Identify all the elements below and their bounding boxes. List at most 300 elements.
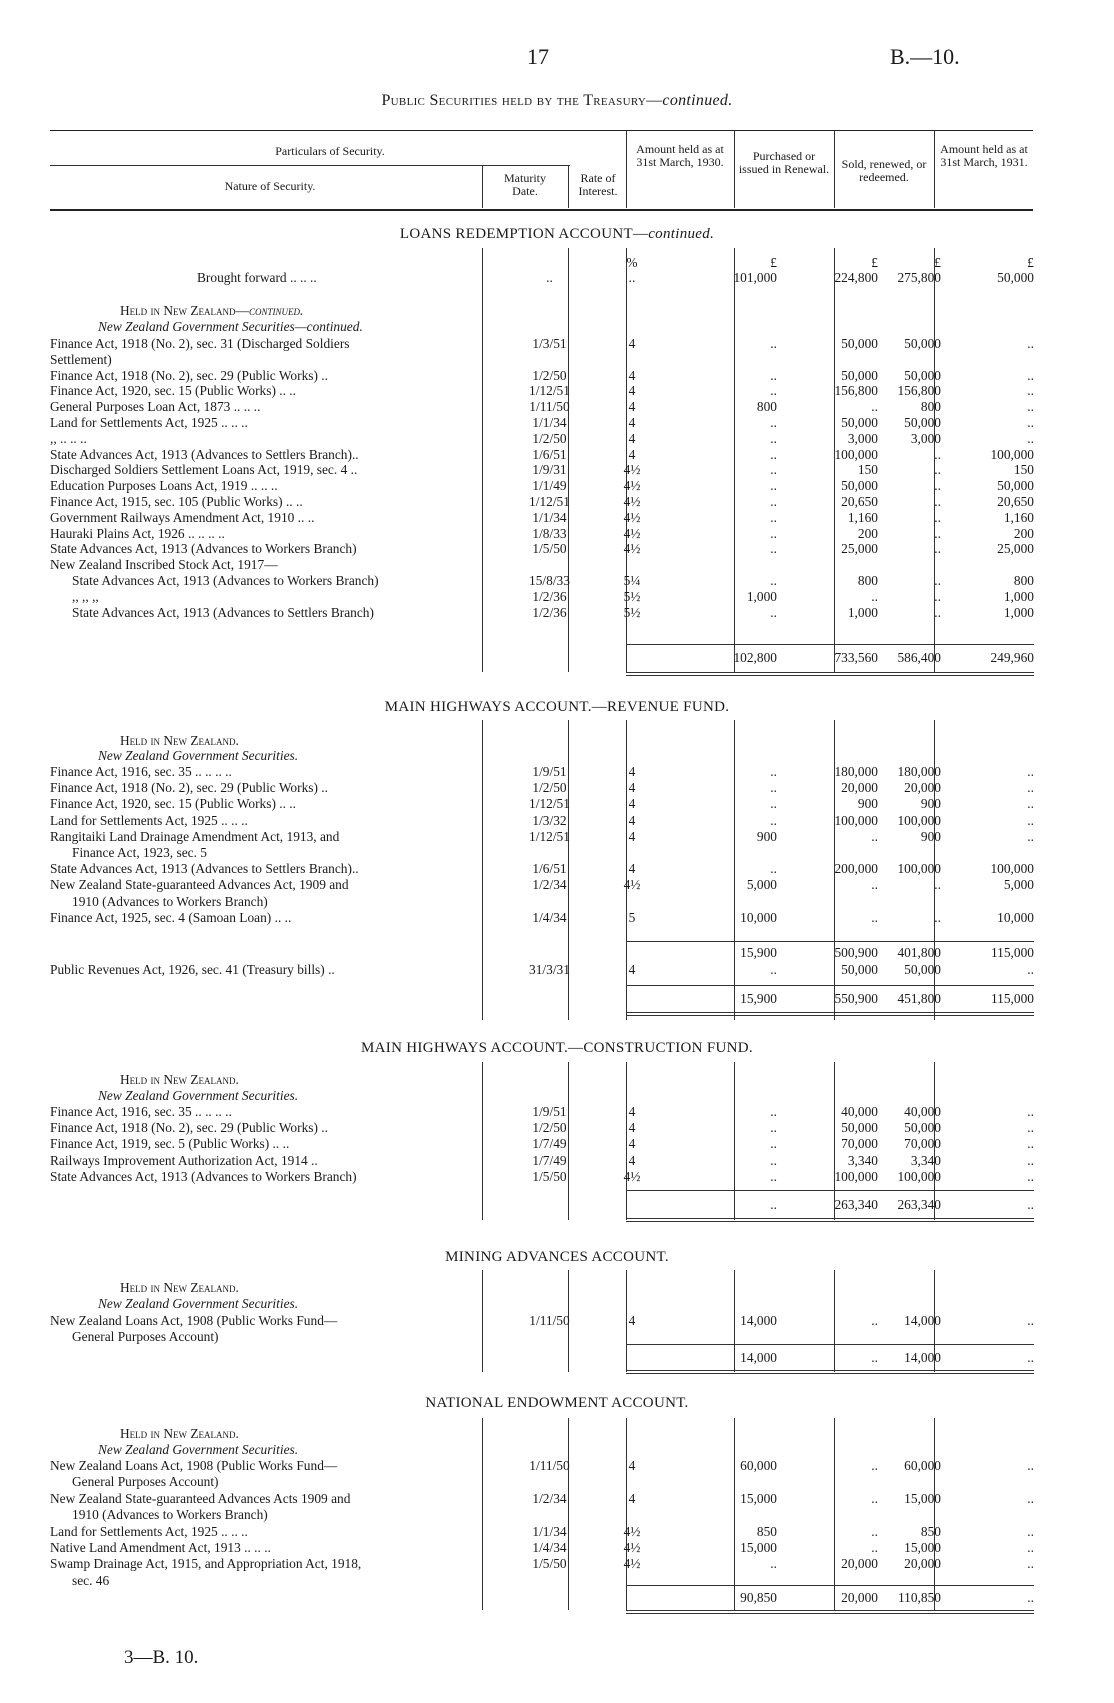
total-c3: 110,850 bbox=[897, 1590, 941, 1605]
security-name: Finance Act, 1918 (No. 2), sec. 29 (Public Works) .. bbox=[50, 367, 328, 383]
table-row bbox=[50, 1313, 1034, 1328]
cell-rate: 4½ bbox=[623, 494, 641, 509]
security-name: Public Revenues Act, 1926, sec. 41 (Treasury bills) .. bbox=[50, 962, 335, 977]
cell-c3: .. bbox=[934, 509, 941, 525]
col-divider bbox=[482, 166, 483, 208]
cell-rate: 4 bbox=[628, 1104, 636, 1119]
section-title-continued: continued. bbox=[648, 226, 715, 242]
security-name: Finance Act, 1919, sec. 5 (Public Works) .. .. bbox=[50, 1136, 290, 1152]
cell-c4: .. bbox=[1027, 1523, 1034, 1539]
security-name: 1910 (Advances to Workers Branch) bbox=[72, 1507, 268, 1523]
total-rule bbox=[626, 1585, 1034, 1586]
col-divider bbox=[934, 131, 935, 208]
cell-rate: 4½ bbox=[623, 1523, 641, 1539]
cell-c3: .. bbox=[934, 573, 941, 588]
cell-c2: .. bbox=[871, 1540, 878, 1555]
security-name: Finance Act, 1920, sec. 15 (Public Works) .. .. bbox=[50, 796, 296, 812]
cell-c3: 50,000 bbox=[904, 367, 941, 383]
cell-c1: 10,000 bbox=[740, 909, 777, 925]
cell-c2: 25,000 bbox=[841, 541, 878, 557]
cell-rate: 4 bbox=[628, 446, 636, 462]
security-name: ,, ,, ,, bbox=[72, 588, 99, 604]
col-sold: Sold, renewed, or redeemed. bbox=[841, 157, 927, 184]
title-main: Public Securities held by the Treasury— bbox=[381, 92, 663, 109]
total-row bbox=[50, 650, 1034, 665]
table-row bbox=[50, 541, 1034, 556]
table-row bbox=[50, 352, 1034, 367]
cell-c3: 900 bbox=[920, 828, 941, 844]
cell-rate: 4½ bbox=[623, 1540, 641, 1555]
cell-c2: 3,340 bbox=[847, 1152, 878, 1168]
table-row bbox=[50, 1458, 1034, 1473]
cell-c2: .. bbox=[871, 1458, 878, 1473]
cell-c2: 50,000 bbox=[841, 962, 878, 977]
cell-c2: 3,000 bbox=[847, 430, 878, 446]
cell-c2: 50,000 bbox=[841, 1120, 878, 1136]
total-c2: 263,340 bbox=[834, 1197, 878, 1212]
cell-mat: 1/12/51 bbox=[529, 796, 570, 812]
security-name: Finance Act, 1916, sec. 35 .. .. .. .. bbox=[50, 1104, 232, 1119]
security-name: New Zealand Inscribed Stock Act, 1917— bbox=[50, 557, 278, 573]
unit-rate: % bbox=[626, 255, 638, 270]
cell-mat: 1/2/36 bbox=[532, 604, 567, 620]
cell-rate: 4½ bbox=[623, 462, 641, 478]
cell-rate: 4 bbox=[628, 1490, 636, 1506]
cell-mat: 1/11/50 bbox=[529, 1458, 570, 1473]
subheading bbox=[120, 1280, 550, 1295]
total-c3: 401,800 bbox=[897, 945, 941, 960]
cell-c2: .. bbox=[871, 909, 878, 925]
total-c4: .. bbox=[1027, 1197, 1034, 1212]
total-c1: .. bbox=[770, 1197, 777, 1212]
col-divider bbox=[834, 131, 835, 208]
cell-rate: 4 bbox=[628, 1458, 636, 1473]
total-c1: 102,800 bbox=[733, 650, 777, 665]
security-name: Swamp Drainage Act, 1915, and Appropriation Act, 1918, bbox=[50, 1556, 362, 1572]
unit-c4: £ bbox=[1027, 255, 1034, 270]
cell-c2: .. bbox=[871, 877, 878, 893]
total-c1: 14,000 bbox=[740, 1350, 777, 1365]
cell-rate: 4 bbox=[628, 336, 636, 351]
total-c4: .. bbox=[1027, 1350, 1034, 1365]
cell-c3: 3,000 bbox=[910, 430, 941, 446]
security-name: Hauraki Plains Act, 1926 .. .. .. .. bbox=[50, 525, 225, 541]
cell-c1: 15,000 bbox=[740, 1540, 777, 1555]
table-row bbox=[50, 861, 1034, 876]
cell-c1: .. bbox=[770, 509, 777, 525]
cell-c4: .. bbox=[1027, 1168, 1034, 1184]
total-c3: 14,000 bbox=[904, 1350, 941, 1365]
cell-c1: 800 bbox=[756, 399, 777, 415]
table-row bbox=[50, 1136, 1034, 1151]
table-row bbox=[50, 796, 1034, 811]
cell-c3: 40,000 bbox=[904, 1104, 941, 1119]
cell-mat: .. bbox=[546, 270, 553, 285]
cell-rate: 4 bbox=[628, 1136, 636, 1152]
subheading-continued: continued. bbox=[248, 303, 304, 318]
section-title-text: MINING ADVANCES ACCOUNT. bbox=[445, 1249, 669, 1265]
cell-rate: 4 bbox=[628, 383, 636, 399]
total-rule bbox=[626, 1218, 1034, 1219]
cell-c3: 15,000 bbox=[904, 1540, 941, 1555]
cell-c1: 850 bbox=[756, 1523, 777, 1539]
cell-rate: 4 bbox=[628, 367, 636, 383]
col-purchased: Purchased or issued in Renewal. bbox=[738, 149, 830, 176]
subheading bbox=[98, 1296, 528, 1311]
page-number: 17 bbox=[527, 44, 549, 69]
unit-c2: £ bbox=[871, 255, 878, 270]
cell-c2: 180,000 bbox=[834, 764, 878, 779]
total-rule bbox=[626, 1610, 1034, 1611]
table-row bbox=[50, 1169, 1034, 1184]
cell-c4: 20,650 bbox=[997, 494, 1034, 509]
table-row bbox=[50, 829, 1034, 844]
cell-c1: .. bbox=[770, 812, 777, 828]
subheading-text: Held in New Zealand— bbox=[120, 303, 249, 318]
section-title bbox=[0, 1040, 1114, 1057]
table-row bbox=[50, 462, 1034, 477]
subheading-text: Held in New Zealand. bbox=[120, 1072, 239, 1087]
cell-c2: 100,000 bbox=[834, 446, 878, 462]
subheading-text: Held in New Zealand. bbox=[120, 733, 239, 748]
total-c2: .. bbox=[871, 1350, 878, 1365]
section-title-text: NATIONAL ENDOWMENT ACCOUNT. bbox=[425, 1395, 689, 1411]
col-amount-1931: Amount held as at 31st March, 1931. bbox=[940, 142, 1028, 169]
cell-c3: 3,340 bbox=[910, 1152, 941, 1168]
cell-c2: .. bbox=[871, 1313, 878, 1328]
cell-c2: 100,000 bbox=[834, 812, 878, 828]
cell-c3: 50,000 bbox=[904, 336, 941, 351]
cell-c1: .. bbox=[770, 1168, 777, 1184]
table-row bbox=[50, 557, 1034, 572]
cell-c1: .. bbox=[770, 446, 777, 462]
cell-c3: 15,000 bbox=[904, 1490, 941, 1506]
security-name: Land for Settlements Act, 1925 .. .. .. bbox=[50, 1523, 248, 1539]
cell-mat: 1/1/34 bbox=[532, 509, 567, 525]
cell-c2: 200,000 bbox=[834, 861, 878, 877]
cell-mat: 1/1/34 bbox=[532, 1523, 567, 1539]
header-divider bbox=[50, 165, 570, 166]
cell-c4: 1,160 bbox=[1003, 509, 1034, 525]
section-title-text: MAIN HIGHWAYS ACCOUNT.—CONSTRUCTION FUND. bbox=[361, 1040, 753, 1056]
total-row bbox=[50, 991, 1034, 1006]
cell-c1: .. bbox=[770, 494, 777, 509]
subheading-text: Held in New Zealand. bbox=[120, 1426, 239, 1441]
security-name: State Advances Act, 1913 (Advances to Settlers Branch) bbox=[72, 604, 374, 620]
cell-rate: 5 bbox=[628, 909, 636, 925]
cell-rate: 4 bbox=[628, 764, 636, 779]
total-c2: 550,900 bbox=[834, 991, 878, 1006]
table-row bbox=[50, 813, 1034, 828]
table-row bbox=[50, 415, 1034, 430]
cell-c3: 275,800 bbox=[897, 270, 941, 285]
cell-c4: 1,000 bbox=[1003, 604, 1034, 620]
security-name: Finance Act, 1918 (No. 2), sec. 29 (Public Works) .. bbox=[50, 1120, 328, 1136]
cell-c2: 900 bbox=[857, 796, 878, 812]
cell-c4: .. bbox=[1027, 336, 1034, 351]
cell-c3: .. bbox=[934, 494, 941, 509]
cell-c4: .. bbox=[1027, 399, 1034, 415]
table-row bbox=[50, 764, 1034, 779]
security-name: Finance Act, 1925, sec. 4 (Samoan Loan) .. .. bbox=[50, 909, 292, 925]
security-name: Discharged Soldiers Settlement Loans Act, 1919, sec. 4 .. bbox=[50, 462, 358, 478]
cell-c4: .. bbox=[1027, 796, 1034, 812]
cell-c1: 101,000 bbox=[733, 270, 777, 285]
cell-c1: .. bbox=[770, 541, 777, 557]
cell-mat: 1/5/50 bbox=[532, 541, 567, 557]
security-name: Land for Settlements Act, 1925 .. .. .. bbox=[50, 415, 248, 430]
cell-mat: 1/5/50 bbox=[532, 1168, 567, 1184]
security-name: Land for Settlements Act, 1925 .. .. .. bbox=[50, 812, 248, 828]
total-row bbox=[50, 945, 1034, 960]
cell-c3: .. bbox=[934, 525, 941, 541]
cell-c3: .. bbox=[934, 446, 941, 462]
cell-c4: .. bbox=[1027, 962, 1034, 977]
total-c4: .. bbox=[1027, 1590, 1034, 1605]
cell-mat: 1/2/50 bbox=[532, 780, 567, 796]
cell-c2: 100,000 bbox=[834, 1168, 878, 1184]
cell-rate: 4½ bbox=[623, 1168, 641, 1184]
section-title bbox=[0, 1249, 1114, 1266]
cell-c4: .. bbox=[1027, 1136, 1034, 1152]
col-amount-1930: Amount held as at 31st March, 1930. bbox=[636, 142, 724, 169]
cell-c3: 20,000 bbox=[904, 1556, 941, 1572]
subheading-text: Held in New Zealand. bbox=[120, 1280, 239, 1295]
cell-mat: 15/8/33 bbox=[529, 573, 570, 588]
cell-mat: 1/12/51 bbox=[529, 494, 570, 509]
table-row bbox=[50, 910, 1034, 925]
cell-c3: 50,000 bbox=[904, 962, 941, 977]
cell-c1: .. bbox=[770, 1556, 777, 1572]
total-row bbox=[50, 1590, 1034, 1605]
security-name: 1910 (Advances to Workers Branch) bbox=[72, 893, 268, 909]
total-c1: 15,900 bbox=[740, 991, 777, 1006]
total-rule bbox=[626, 1344, 1034, 1345]
cell-mat: 1/2/34 bbox=[532, 877, 567, 893]
cell-c3: 70,000 bbox=[904, 1136, 941, 1152]
col-divider bbox=[568, 166, 569, 208]
table-row bbox=[50, 478, 1034, 493]
cell-c1: .. bbox=[770, 430, 777, 446]
total-rule bbox=[626, 985, 1034, 986]
cell-c1: 5,000 bbox=[746, 877, 777, 893]
cell-mat: 1/2/50 bbox=[532, 367, 567, 383]
total-rule bbox=[626, 675, 1034, 676]
table-row bbox=[50, 589, 1034, 604]
cell-c4: .. bbox=[1027, 383, 1034, 399]
total-rule bbox=[626, 1015, 1034, 1016]
table-row bbox=[50, 383, 1034, 398]
cell-c4: 5,000 bbox=[1003, 877, 1034, 893]
cell-c3: 20,000 bbox=[904, 780, 941, 796]
security-name: Government Railways Amendment Act, 1910 .. .. bbox=[50, 509, 315, 525]
cell-c3: 50,000 bbox=[904, 415, 941, 430]
table-row bbox=[50, 605, 1034, 620]
cell-c4: 150 bbox=[1013, 462, 1034, 478]
total-rule bbox=[626, 941, 1034, 942]
table-row bbox=[50, 780, 1034, 795]
security-name: State Advances Act, 1913 (Advances to Settlers Branch).. bbox=[50, 861, 359, 877]
security-name: Native Land Amendment Act, 1913 .. .. .. bbox=[50, 1540, 271, 1555]
cell-c1: .. bbox=[770, 525, 777, 541]
cell-rate: 4 bbox=[628, 828, 636, 844]
cell-c4: .. bbox=[1027, 1458, 1034, 1473]
cell-c3: 800 bbox=[920, 399, 941, 415]
cell-c4: .. bbox=[1027, 828, 1034, 844]
cell-mat: 1/2/50 bbox=[532, 430, 567, 446]
cell-c3: 900 bbox=[920, 796, 941, 812]
table-row bbox=[50, 1556, 1034, 1571]
cell-c3: .. bbox=[934, 478, 941, 494]
subheading bbox=[120, 303, 550, 318]
cell-rate: 4 bbox=[628, 780, 636, 796]
security-name: Finance Act, 1918 (No. 2), sec. 29 (Public Works) .. bbox=[50, 780, 328, 796]
cell-c4: .. bbox=[1027, 367, 1034, 383]
section-title bbox=[0, 226, 1114, 243]
cell-c4: .. bbox=[1027, 1540, 1034, 1555]
cell-c3: .. bbox=[934, 877, 941, 893]
security-name: New Zealand Loans Act, 1908 (Public Works Fund— bbox=[50, 1458, 338, 1473]
cell-mat: 1/9/51 bbox=[532, 1104, 567, 1119]
cell-c3: 14,000 bbox=[904, 1313, 941, 1328]
cell-c3: 100,000 bbox=[897, 812, 941, 828]
security-name: sec. 46 bbox=[72, 1572, 110, 1588]
cell-c2: 156,800 bbox=[834, 383, 878, 399]
cell-rate: 4 bbox=[628, 962, 636, 977]
cell-mat: 1/9/31 bbox=[532, 462, 567, 478]
units-row bbox=[50, 255, 1034, 270]
cell-c3: 180,000 bbox=[897, 764, 941, 779]
table-row bbox=[50, 845, 1034, 860]
col-rate: Rate of Interest. bbox=[578, 171, 618, 198]
cell-rate: 4½ bbox=[623, 1556, 641, 1572]
cell-c2: 50,000 bbox=[841, 478, 878, 494]
cell-c1: .. bbox=[770, 1152, 777, 1168]
cell-c1: .. bbox=[770, 962, 777, 977]
security-name: Railways Improvement Authorization Act, 1914 .. bbox=[50, 1152, 318, 1168]
cell-mat: 1/3/32 bbox=[532, 812, 567, 828]
section-title bbox=[0, 699, 1114, 716]
security-name: Education Purposes Loans Act, 1919 .. .. .. bbox=[50, 478, 278, 494]
cell-c3: 100,000 bbox=[897, 861, 941, 877]
cell-rate: 4 bbox=[628, 1120, 636, 1136]
cell-rate: 4 bbox=[628, 430, 636, 446]
cell-mat: 1/4/34 bbox=[532, 909, 567, 925]
cell-c2: 50,000 bbox=[841, 415, 878, 430]
cell-rate: 4½ bbox=[623, 525, 641, 541]
subheading bbox=[120, 733, 550, 748]
cell-c1: .. bbox=[770, 367, 777, 383]
table-row bbox=[50, 1104, 1034, 1119]
total-rule bbox=[626, 1373, 1034, 1374]
security-name: State Advances Act, 1913 (Advances to Workers Branch) bbox=[72, 573, 379, 588]
cell-c1: 15,000 bbox=[740, 1490, 777, 1506]
total-c3: 263,340 bbox=[897, 1197, 941, 1212]
cell-c2: 50,000 bbox=[841, 367, 878, 383]
table-row bbox=[50, 1329, 1034, 1344]
total-row bbox=[50, 1350, 1034, 1365]
security-name: Rangitaiki Land Drainage Amendment Act, 1913, and bbox=[50, 828, 340, 844]
cell-c1: .. bbox=[770, 1120, 777, 1136]
cell-rate: 4 bbox=[628, 1313, 636, 1328]
cell-c4: .. bbox=[1027, 1313, 1034, 1328]
total-c4: 115,000 bbox=[990, 945, 1034, 960]
cell-rate: 5½ bbox=[623, 604, 641, 620]
cell-rate: 4½ bbox=[623, 509, 641, 525]
table-row bbox=[50, 510, 1034, 525]
cell-c3: 60,000 bbox=[904, 1458, 941, 1473]
cell-mat: 1/2/36 bbox=[532, 588, 567, 604]
cell-c1: .. bbox=[770, 1104, 777, 1119]
cell-c4: 200 bbox=[1013, 525, 1034, 541]
security-name: New Zealand State-guaranteed Advances Act, 1909 and bbox=[50, 877, 349, 893]
cell-rate: 4 bbox=[628, 399, 636, 415]
cell-mat: 1/11/50 bbox=[529, 1313, 570, 1328]
security-name: General Purposes Loan Act, 1873 .. .. .. bbox=[50, 399, 261, 415]
cell-c4: .. bbox=[1027, 764, 1034, 779]
cell-mat: 1/1/49 bbox=[532, 478, 567, 494]
table-row bbox=[50, 447, 1034, 462]
document-code: B.—10. bbox=[890, 44, 960, 69]
col-nature: Nature of Security. bbox=[224, 179, 316, 193]
table-row bbox=[50, 962, 1034, 977]
cell-c1: .. bbox=[770, 478, 777, 494]
cell-c3: .. bbox=[934, 909, 941, 925]
cell-c3: .. bbox=[934, 588, 941, 604]
table-row bbox=[50, 431, 1034, 446]
cell-rate: 5½ bbox=[623, 588, 641, 604]
cell-mat: 1/7/49 bbox=[532, 1152, 567, 1168]
cell-mat: 1/1/34 bbox=[532, 415, 567, 430]
cell-c2: 20,650 bbox=[841, 494, 878, 509]
total-rule bbox=[626, 1190, 1034, 1191]
security-name: State Advances Act, 1913 (Advances to Settlers Branch).. bbox=[50, 446, 359, 462]
cell-c2: 40,000 bbox=[841, 1104, 878, 1119]
cell-c3: .. bbox=[934, 462, 941, 478]
table-row bbox=[50, 336, 1034, 351]
cell-mat: 1/4/34 bbox=[532, 1540, 567, 1555]
cell-c1: .. bbox=[770, 780, 777, 796]
page-title bbox=[0, 92, 1114, 110]
cell-c4: 25,000 bbox=[997, 541, 1034, 557]
cell-c3: 156,800 bbox=[897, 383, 941, 399]
table-row bbox=[50, 1120, 1034, 1135]
cell-mat: 1/6/51 bbox=[532, 861, 567, 877]
cell-c1: .. bbox=[770, 604, 777, 620]
cell-c1: .. bbox=[770, 796, 777, 812]
cell-c2: .. bbox=[871, 399, 878, 415]
subheading-text: New Zealand Government Securities. bbox=[98, 1442, 299, 1457]
section-title-text: MAIN HIGHWAYS ACCOUNT.—REVENUE FUND. bbox=[384, 699, 730, 715]
cell-mat: 1/9/51 bbox=[532, 764, 567, 779]
cell-c1: .. bbox=[770, 764, 777, 779]
section-title-text: LOANS REDEMPTION ACCOUNT— bbox=[399, 226, 649, 242]
security-name: Finance Act, 1920, sec. 15 (Public Works) .. .. bbox=[50, 383, 296, 399]
total-c2: 500,900 bbox=[834, 945, 878, 960]
subheading bbox=[120, 1072, 550, 1087]
table-row bbox=[50, 573, 1034, 588]
cell-c1: 1,000 bbox=[746, 588, 777, 604]
subheading bbox=[98, 319, 528, 334]
cell-c4: .. bbox=[1027, 1152, 1034, 1168]
cell-c2: 150 bbox=[857, 462, 878, 478]
subheading-text: New Zealand Government Securities. bbox=[98, 1296, 299, 1311]
security-name: General Purposes Account) bbox=[72, 1329, 219, 1345]
unit-c1: £ bbox=[770, 255, 777, 270]
footer-code: 3—B. 10. bbox=[124, 1647, 199, 1668]
col-particulars: Particulars of Security. bbox=[275, 144, 385, 158]
cell-c1: .. bbox=[770, 573, 777, 588]
